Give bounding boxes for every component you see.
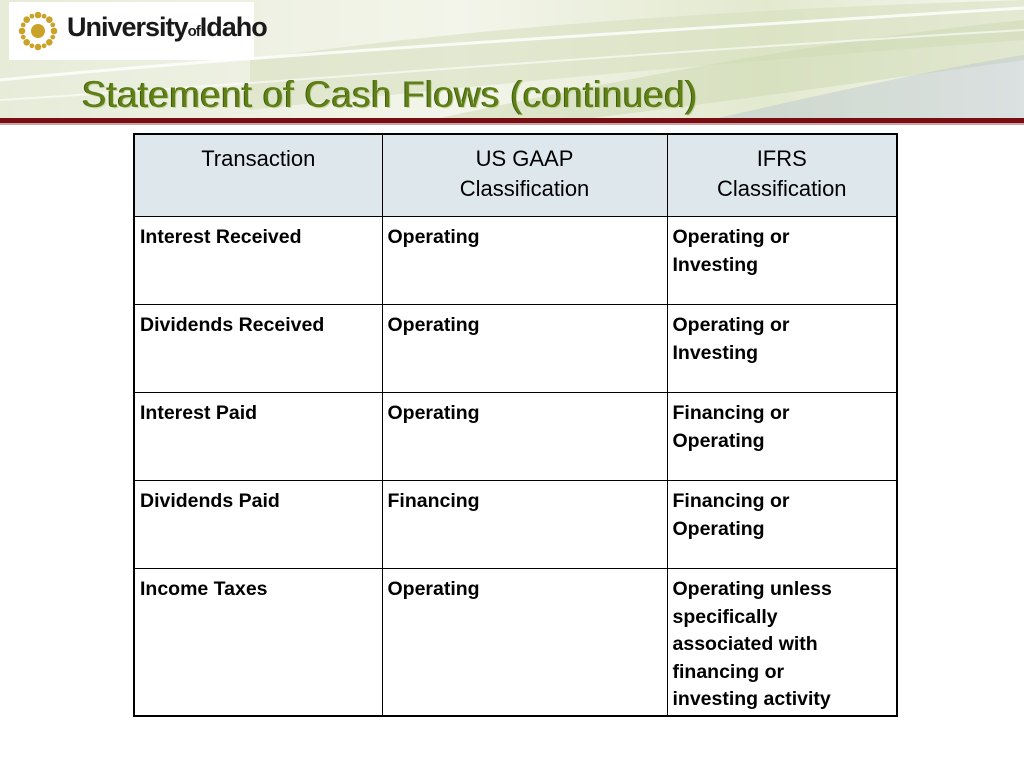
logo-wordmark: UniversityofIdaho <box>67 12 267 42</box>
table-header-row <box>134 134 897 217</box>
us-gaap-cell: Operating <box>382 393 667 481</box>
table-row <box>134 217 897 305</box>
column-header-us-gaap: US GAAP Classification <box>382 134 667 217</box>
ifrs-cell: Operating or Investing <box>667 305 897 393</box>
university-logo <box>9 2 267 60</box>
transaction-cell: Interest Paid <box>134 393 382 481</box>
transaction-cell: Dividends Paid <box>134 481 382 569</box>
transaction-cell: Income Taxes <box>134 569 382 717</box>
cash-flow-classification-table <box>133 133 898 717</box>
table-row <box>134 481 897 569</box>
table-row <box>134 569 897 717</box>
us-gaap-cell: Operating <box>382 305 667 393</box>
sun-seal-icon <box>13 6 63 56</box>
ifrs-cell: Operating or Investing <box>667 217 897 305</box>
table-row <box>134 305 897 393</box>
transaction-cell: Dividends Received <box>134 305 382 393</box>
us-gaap-cell: Financing <box>382 481 667 569</box>
us-gaap-cell: Operating <box>382 569 667 717</box>
table-row <box>134 393 897 481</box>
ifrs-cell: Financing or Operating <box>667 481 897 569</box>
ifrs-cell: Operating unless specifically associated with financing or investing activity <box>667 569 897 717</box>
column-header-transaction: Transaction <box>134 134 382 217</box>
transaction-cell: Interest Received <box>134 217 382 305</box>
us-gaap-cell: Operating <box>382 217 667 305</box>
ifrs-cell: Financing or Operating <box>667 393 897 481</box>
column-header-ifrs: IFRS Classification <box>667 134 897 217</box>
slide-title: Statement of Cash Flows (continued) <box>82 74 698 115</box>
